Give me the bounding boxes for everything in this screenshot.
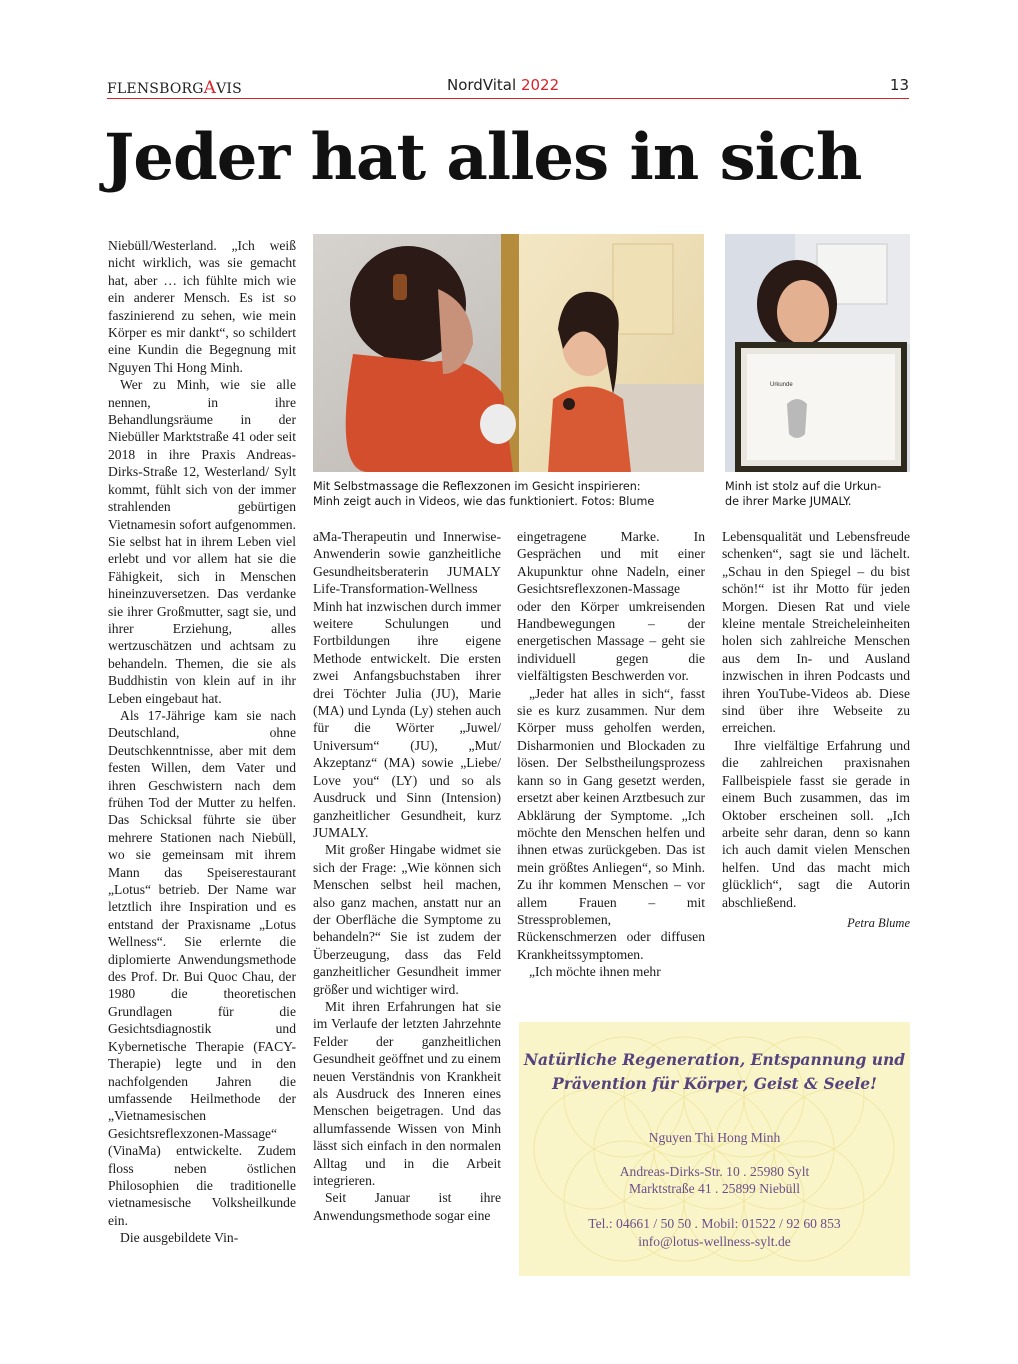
article-column-3 [517, 528, 705, 981]
paragraph: Die ausgebildete Vin- [120, 1230, 239, 1246]
photo-caption-right [725, 479, 915, 509]
ad-phone: Tel.: 04661 / 50 50 . Mobil: 01522 / 92 60 853 [588, 1216, 841, 1231]
paragraph: aMa-Therapeutin und Innerwise-Anwenderin sowie ganzheitliche Gesundheitsberaterin JUMALY Life-Transformation-Wellness Minh hat inzwischen durch immer weitere Schulungen und Fortbildungen ihre eigene Methode entwickelt. Die ersten zwei Anfangsbuchstaben ihrer drei Töchter Julia (JU), Marie (MA) und Lynda (Ly) stehen auch für die Wörter „Juwel/ Universum“ (JU), „Mut/ Akzeptanz“ (MA) sowie „Liebe/ Love you“ (LY) und so als Ausdruck und Sinn (Intension) ganzheitlicher Gesundheit, kurz JUMALY. [313, 529, 501, 840]
ad-email[interactable]: info@lotus-wellness-sylt.de [638, 1234, 791, 1249]
certificate-title [770, 382, 793, 388]
paragraph: Als 17-Jährige kam sie nach Deutschland, ohne Deutschkenntnisse, aber mit dem festen Willen, dem Vater und ihren Geschwistern nach dem frühen Tod der Mutter zu helfen. Das Schicksal führte sie über mehrere Stationen nach Niebüll, wo sie gemeinsam mit ihrem Mann das Speiserestaurant „Lotus“ betrieb. Der Name war letztlich ihre Inspiration und es entstand der Praxisname „Lotus Wellness“. Sie erlernte die diplomierte Anwendungsmethode des Prof. Dr. Bui Quoc Chau, der 1980 die theoretischen Grundlagen für die Gesichtsdiagnostik und Kybernetische Therapie (FACY-Therapie) legte und in den nachfolgenden Jahren die umfassende Heilmethode der „Vietnamesischen Gesichtsreflexzonen-Massage“ (VinaMa) entwickelte. Zudem floss neben östlichen Philosophien die traditionelle vietnamesische Volksheilkunde ein. [108, 707, 296, 1228]
paragraph: Lebensqualität und Lebensfreude schenken“, sagt sie und lächelt. „Schau in den Spiegel – du bist schön!“ ist ihr Motto für jeden Morgen. Diesen Rat und viele kleine mentale Streicheleinheiten holen sich zahlreiche Menschen aus dem In- und Ausland inzwischen in ihren Podcasts und ihren YouTube-Videos ab. Diese sind über ihre Webseite zu erreichen. [722, 529, 910, 736]
paragraph: Wer zu Minh, wie sie alle nennen, in ihre Behandlungsräume in der Niebüller Marktstraße 41 oder seit 2018 in ihre Praxis Andreas-Dirks-Straße 12, Westerland/ Sylt kommt, fühlt sich von der immer strahlenden gebürtigen Vietnamesin sofort aufgenommen. Sie selbst hat in ihrem Leben viel erlebt und vor allem hat sie die Fähigkeit, sich in Menschen hineinzuversetzen. Das verdanke sie ihrer Großmutter, sagt sie, und ihrer Erziehung, alles wertzuschätzen und achtsam zu behandeln. Themen, die sie als Buddhistin von klein auf in ihr Leben eingebaut hat. [108, 377, 296, 706]
svg-text:Urkunde: Urkunde [770, 382, 793, 388]
ad-slogan [519, 1048, 910, 1096]
paragraph: „Jeder hat alles in sich“, fasst sie es kurz zusammen. Nur dem Körper muss geholfen werden, Disharmonien und Blockaden zu lösen. Der Selbstheilungsprozess kann so in Gang gesetzt werden, ersetzt aber keinen Arztbesuch zur Abklärung der Symptome. „Ich möchte den Menschen helfen und ihnen etwas zurückgeben. Das ist mein größtes Anliegen“, so Minh. Zu ihr kommen Menschen – vor allem Frauen – mit Stressproblemen, Rückenschmerzen oder diffusen Krankheitssymptomen. [517, 685, 705, 962]
article-column-2 [313, 528, 501, 1224]
article-column-1 [108, 237, 296, 1247]
advertisement-content [519, 1022, 910, 1276]
photo-caption-left [313, 479, 713, 509]
caption-line: Mit Selbstmassage die Reflexzonen im Gesicht inspirieren: [313, 480, 641, 493]
photo-mirror-selfmassage-image [313, 234, 704, 472]
newspaper-logo: FLENSBORGAVIS [107, 78, 242, 98]
ad-contact-name: Nguyen Thi Hong Minh [648, 1130, 781, 1145]
advertisement-box [519, 1022, 910, 1276]
paragraph: Mit großer Hingabe widmet sie sich der Frage: „Wie können sich Menschen selbst heil machen, also ganz machen, anstatt nur an der Oberfläche die Symptome zu behandeln?“ Sie ist zudem der Überzeugung, dass das Feld ganzheitlicher Gesundheit immer größer und wichtiger wird. [313, 842, 501, 997]
caption-line: Minh ist stolz auf die Urkun- [725, 480, 882, 493]
article-column-4 [722, 528, 910, 932]
paragraph: „Ich möchte ihnen mehr [529, 964, 661, 980]
magazine-name: NordVital 2022 [447, 76, 560, 94]
page-number: 13 [889, 76, 909, 94]
paragraph: Seit Januar ist ihre Anwendungsmethode sogar eine [313, 1190, 501, 1223]
photo-mirror-selfmassage [313, 234, 704, 472]
ad-address-sylt: Andreas-Dirks-Str. 10 . 25980 Sylt [619, 1164, 810, 1179]
ad-address-niebuell: Marktstraße 41 . 25899 Niebüll [628, 1181, 801, 1196]
article-headline: Jeder hat alles in sich [104, 120, 862, 195]
paragraph: Niebüll/Westerland. „Ich weiß nicht wirklich, was sie gemacht hat, aber … ich fühlte mich wie ein anderer Mensch. Es ist so faszinierend zu sehen, wie mein Körper es mir dankt“, so schildert eine Kundin die Begegnung mit Nguyen Thi Hong Minh. [108, 238, 296, 375]
ad-slogan-line: Prävention für Körper, Geist & Seele! [552, 1074, 877, 1093]
paragraph: Mit ihren Erfahrungen hat sie im Verlaufe der letzten Jahrzehnte Felder der ganzheitlichen Gesundheit geöffnet und zu einem neuen Verständnis von Krankheit als Ausdruck des Inneren eines Menschen beigetragen. Und das allumfassende Wissen von Minh lässt sich einfach in den normalen Alltag und in die Arbeit integrieren. [313, 998, 501, 1189]
author-byline: Petra Blume [847, 915, 910, 930]
photo-certificate [725, 234, 910, 472]
page-header [107, 76, 909, 99]
ad-slogan-line: Natürliche Regeneration, Entspannung und [523, 1050, 906, 1069]
caption-line: Minh zeigt auch in Videos, wie das funktioniert. Fotos: Blume [313, 495, 655, 508]
caption-line: de ihrer Marke JUMALY. [725, 495, 852, 508]
magazine-year: 2022 [520, 76, 560, 94]
paragraph: Ihre vielfältige Erfahrung und die zahlreichen praxisnahen Fallbeispiele fasst sie gerade in einem Buch zusammen, das im Oktober erscheinen soll. „Ich arbeite sehr daran, denn so kann ich auch damit vielen Menschen helfen. Und das macht mich glücklich“, sagt die Autorin abschließend. [722, 737, 910, 910]
paragraph: eingetragene Marke. In Gesprächen und mit einer Akupunktur ohne Nadeln, einer Gesichtsreflexzonen-Massage oder den Körper umkreisenden Handbewegungen – der energetischen Massage – geht sie individuell gegen die vielfältigsten Beschwerden vor. [517, 529, 705, 684]
photo-certificate-image [725, 234, 910, 472]
